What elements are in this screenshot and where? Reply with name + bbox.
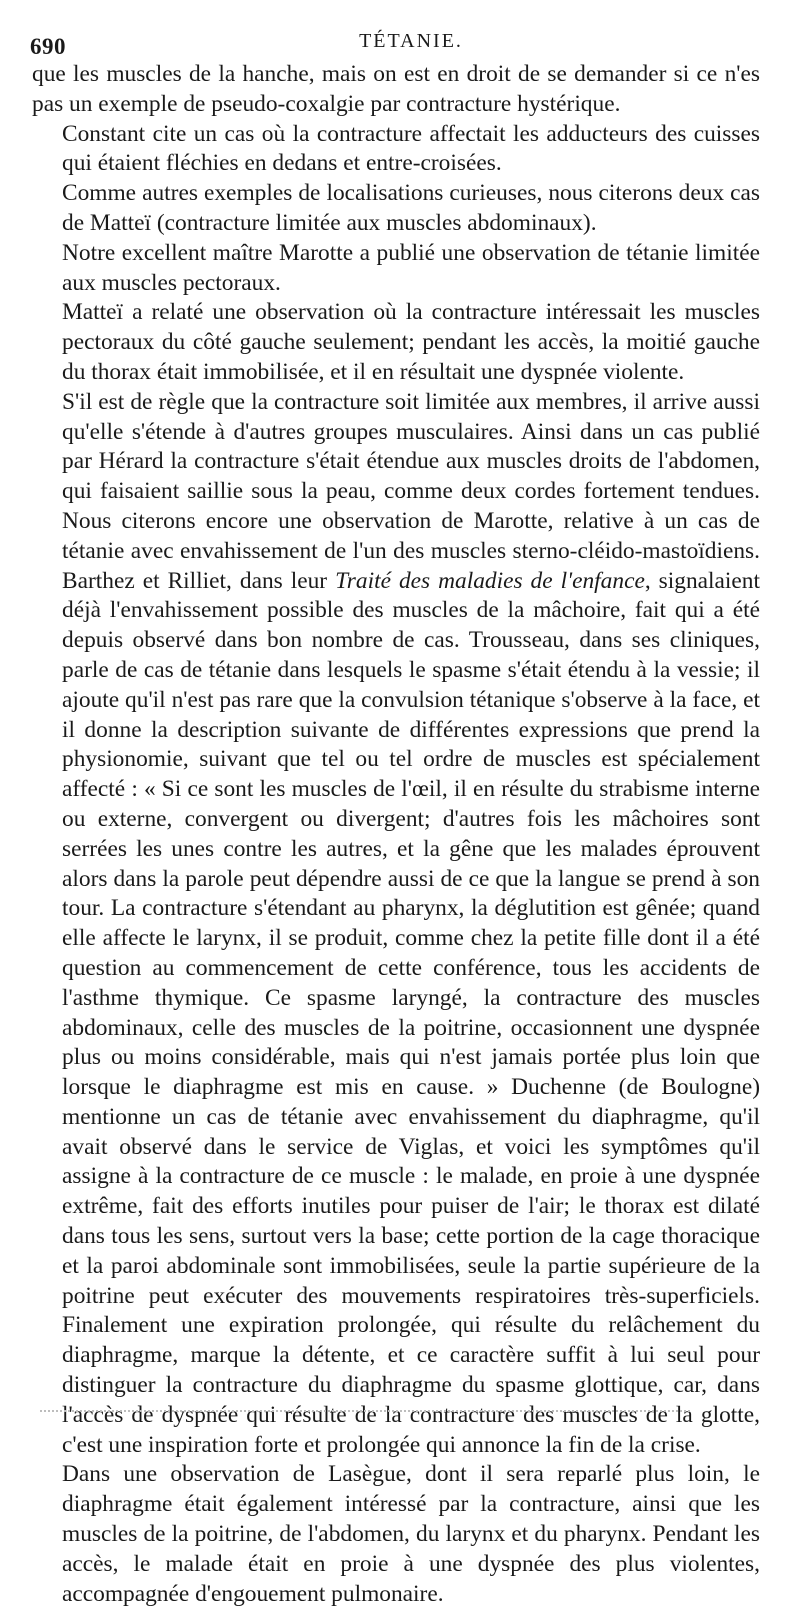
book-title-italic: Traité des maladies de l'enfance — [335, 567, 645, 594]
paragraph-text: , signalaient déjà l'envahissement possible des muscles de la mâchoire, fait qui a été depuis observé dans bon nombre de cas. Trousseau, dans ses cliniques, parle de cas de tétanie dans lesquels le spasme s'était étendu à la vessie; il ajoute qu'il n'est pas rare que la convulsion tétanique s'observe à la face, et il donne la description suivante de différentes expressions que prend la physionomie, suivant que tel ou tel ordre de muscles est spécialement affecté : « Si ce sont les muscles de l'œil, il en résulte du strabisme interne ou externe, convergent ou divergent; d'autres fois les mâchoires sont serrées les unes contre les autres, et la gêne que les malades éprouvent alors dans la parole peut dépendre aussi de ce que la langue se prend à son tour. La contracture s'étendant au pharynx, la déglutition est gênée; quand elle affecte le larynx, il se produit, comme chez la petite fille dont il a été question au commencement de cette conférence, tous les accidents de l'asthme thymique. Ce spasme laryngé, la contracture des muscles abdominaux, celle des muscles de la poitrine, occasionnent une dyspnée plus ou moins considérable, mais qui n'est jamais portée plus loin que lorsque le diaphragme est mis en cause. » Duchenne (de Boulogne) mentionne un cas de tétanie avec envahissement du diaphragme, qu'il avait observé dans le service de Viglas, et voici les symptômes qu'il assigne à la contracture de ce muscle : le malade, en proie à une dyspnée extrême, fait des efforts inutiles pour puiser de l'air; le thorax est dilaté dans tous les sens, surtout vers la base; cette portion de la cage thoracique et la paroi abdominale sont immobilisées, seule la partie supérieure de la poitrine peut exécuter des mouvements respiratoires très-superficiels. Finalement une expiration prolongée, qui résulte du relâchement du diaphragme, marque la détente, et ce caractère suffit à lui seul pour distinguer la contracture du diaphragme du spasme glottique, car, dans l'accès de dyspnée qui résulte de la contracture des muscles de la glotte, c'est une inspiration forte et prolongée qui annonce la fin de la crise. — [62, 567, 760, 1458]
paragraph-text: S'il est de règle que la contracture soit limitée aux membres, il arrive aussi qu'elle s'étende à d'autres groupes musculaires. Ainsi dans un cas publié par Hérard la contracture s'était étendue aux muscles droits de l'abdomen, qui faisaient saillie sous la peau, comme deux cordes fortement tendues. Nous citerons encore une observation de Marotte, relative à un cas de tétanie avec envahissement de l'un des muscles sterno-cléido-mastoïdiens. Barthez et Rilliet, dans leur — [62, 388, 760, 594]
paragraph — [62, 388, 760, 1461]
paragraph: Matteï a relaté une observation où la contracture intéressait les muscles pectoraux du côté gauche seulement; pendant les accès, la moitié gauche du thorax était immobilisée, et il en résultait une dyspnée violente. — [62, 299, 760, 385]
running-title: TÉTANIE. — [359, 30, 463, 52]
paragraph: Comme autres exemples de localisations curieuses, nous citerons deux cas de Matteï (contracture limitée aux muscles abdominaux). — [62, 180, 760, 236]
page-header — [30, 30, 760, 60]
paragraph: Constant cite un cas où la contracture affectait les adducteurs des cuisses qui étaient fléchies en dedans et entre-croisées. — [62, 120, 760, 177]
paragraph: Dans une observation de Lasègue, dont il sera reparlé plus loin, le diaphragme était également intéressé par la contracture, ainsi que les muscles de la poitrine, de l'abdomen, du larynx et du pharynx. Pendant les accès, le malade était en proie à une dyspnée des plus violentes, accompagnée d'engouement pulmonaire. — [62, 1461, 760, 1607]
paragraph-continuation: que les muscles de la hanche, mais on est en droit de se demander si ce n'es pas un exemple de pseudo-coxalgie par contracture hystérique. — [32, 61, 760, 117]
body-text — [32, 60, 760, 1609]
page-number: 690 — [30, 34, 66, 59]
paragraph: Notre excellent maître Marotte a publié une observation de tétanie limitée aux muscles pectoraux. — [62, 239, 760, 296]
footer-dotted-rule — [40, 1410, 690, 1412]
